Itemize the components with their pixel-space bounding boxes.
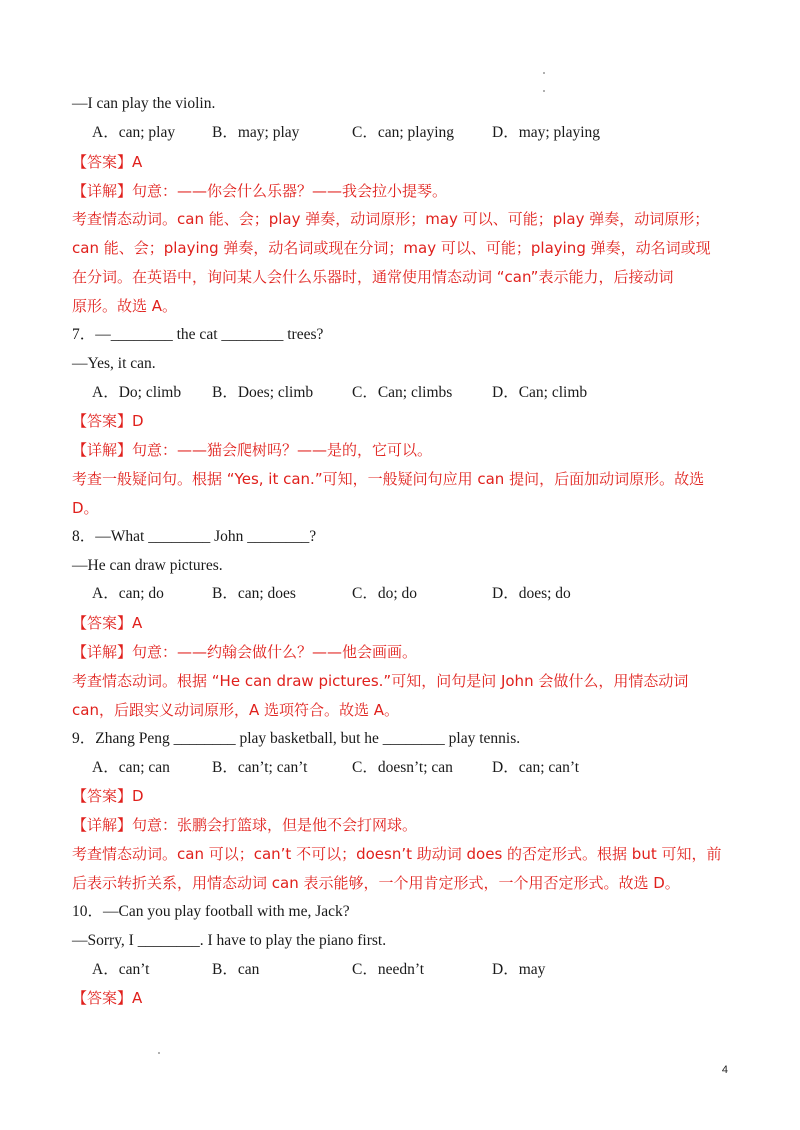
answer-text-line: 原形。故选 A。	[72, 297, 178, 315]
option-d: D．can; can’t	[492, 759, 580, 776]
option-d: D．may	[492, 961, 546, 978]
option-d: D．does; do	[492, 585, 571, 602]
answer-text-line: 考查情态动词。can 能、会；play 弹奏，动词原形；may 可以、可能；play 弹奏，动词原形；	[72, 210, 710, 228]
question-text-line: —He can draw pictures.	[72, 557, 223, 574]
question-text-line: —Yes, it can.	[72, 355, 156, 372]
option-b: B．may; play	[212, 124, 300, 141]
option-c: C．can; playing	[352, 124, 455, 141]
option-d: D．Can; climb	[492, 384, 588, 401]
answer-text-line: 考查情态动词。can 可以；can’t 不可以；doesn’t 助动词 does 的否定形式。根据 but 可知，前	[72, 845, 722, 863]
option-a: A．can’t	[92, 961, 150, 978]
answer-text-line: 【详解】句意：张鹏会打篮球，但是他不会打网球。	[72, 816, 418, 834]
option-b: B．can; does	[212, 585, 296, 602]
answer-text-line: 【详解】句意：——你会什么乐器？——我会拉小提琴。	[72, 182, 448, 200]
answer-text-line: 考查情态动词。根据 “He can draw pictures.”可知，问句是问 John 会做什么，用情态动词	[72, 672, 689, 690]
option-b: B．can’t; can’t	[212, 759, 308, 776]
speck-mark	[158, 1052, 160, 1054]
option-c: C．needn’t	[352, 961, 425, 978]
question-text-line: —I can play the violin.	[72, 95, 216, 112]
question-text-line: —Sorry, I ________. I have to play the piano first.	[72, 932, 387, 949]
option-a: A．can; can	[92, 759, 170, 776]
option-c: C．Can; climbs	[352, 384, 453, 401]
question-text-line: 10．—Can you play football with me, Jack?	[72, 903, 350, 920]
answer-text-line: 【答案】A	[72, 614, 143, 632]
answer-text-line: 【答案】D	[72, 787, 144, 805]
page-number: 4	[721, 1064, 728, 1076]
option-d: D．may; playing	[492, 124, 601, 141]
question-text-line: 7．—________ the cat ________ trees?	[72, 326, 324, 343]
speck-mark	[543, 72, 545, 74]
answer-text-line: D。	[72, 499, 99, 517]
answer-text-line: 后表示转折关系，用情态动词 can 表示能够，一个用肯定形式，一个用否定形式。故选 D。	[72, 874, 680, 892]
answer-text-line: 考查一般疑问句。根据 “Yes, it can.”可知，一般疑问句应用 can 提问，后面加动词原形。故选	[72, 470, 705, 488]
answer-text-line: can 能、会；playing 弹奏，动名词或现在分词；may 可以、可能；playing 弹奏，动名词或现	[72, 239, 711, 257]
option-c: C．doesn’t; can	[352, 759, 453, 776]
answer-text-line: 【详解】句意：——约翰会做什么？——他会画画。	[72, 643, 418, 661]
option-a: A．Do; climb	[92, 384, 182, 401]
option-b: B．Does; climb	[212, 384, 314, 401]
answer-text-line: 在分词。在英语中，询问某人会什么乐器时，通常使用情态动词 “can”表示能力，后接动词	[72, 268, 674, 286]
option-b: B．can	[212, 961, 260, 978]
answer-text-line: 【答案】D	[72, 412, 144, 430]
answer-text-line: 【详解】句意：——猫会爬树吗？——是的，它可以。	[72, 441, 433, 459]
answer-text-line: 【答案】A	[72, 153, 143, 171]
option-c: C．do; do	[352, 585, 418, 602]
question-text-line: 8．—What ________ John ________?	[72, 528, 317, 545]
option-a: A．can; do	[92, 585, 164, 602]
answer-text-line: 【答案】A	[72, 989, 143, 1007]
answer-text-line: can，后跟实义动词原形，A 选项符合。故选 A。	[72, 701, 400, 719]
speck-mark	[543, 90, 545, 92]
question-text-line: 9．Zhang Peng ________ play basketball, but he ________ play tennis.	[72, 730, 521, 747]
option-a: A．can; play	[92, 124, 176, 141]
